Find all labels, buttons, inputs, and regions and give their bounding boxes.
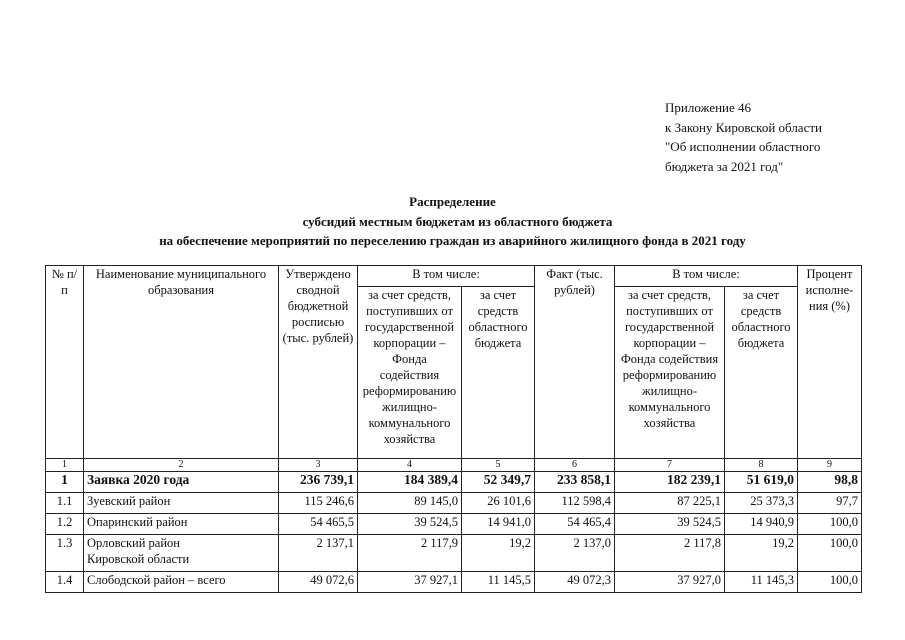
header-row	[46, 266, 862, 287]
row-name: Зуевский район	[84, 493, 279, 514]
row-approved: 2 137,1	[279, 535, 358, 572]
column-number: 1	[46, 459, 84, 472]
row-num: 1.3	[46, 535, 84, 572]
row-percent: 100,0	[798, 572, 862, 593]
table-row	[46, 535, 862, 572]
subsidy-table	[45, 265, 862, 593]
document-title	[0, 192, 905, 251]
row-fund-2: 39 524,5	[615, 514, 725, 535]
row-fund-1: 2 117,9	[358, 535, 462, 572]
header-including-2: В том числе:	[615, 266, 798, 287]
row-regional-2: 25 373,3	[725, 493, 798, 514]
row-fund-2: 37 927,0	[615, 572, 725, 593]
row-regional-2: 11 145,3	[725, 572, 798, 593]
header-fact: Факт (тыс. рублей)	[535, 266, 615, 459]
row-approved: 54 465,5	[279, 514, 358, 535]
table-row	[46, 472, 862, 493]
row-name: Слободской район – всего	[84, 572, 279, 593]
row-fact: 2 137,0	[535, 535, 615, 572]
row-regional-1: 11 145,5	[462, 572, 535, 593]
appendix-line: бюджета за 2021 год"	[665, 158, 784, 174]
appendix-line: Приложение 46	[665, 100, 752, 115]
row-percent: 100,0	[798, 514, 862, 535]
row-name: Опаринский район	[84, 514, 279, 535]
row-regional-2: 19,2	[725, 535, 798, 572]
row-approved: 236 739,1	[279, 472, 358, 493]
row-fund-2: 182 239,1	[615, 472, 725, 493]
table-row	[46, 493, 862, 514]
row-num: 1.4	[46, 572, 84, 593]
appendix-line: к Закону Кировской области	[665, 119, 822, 135]
header-including-1: В том числе:	[358, 266, 535, 287]
row-regional-2: 14 940,9	[725, 514, 798, 535]
row-name: Заявка 2020 года	[84, 472, 279, 493]
header-regional-2: за счет средств областного бюджета	[725, 287, 798, 459]
row-fact: 54 465,4	[535, 514, 615, 535]
row-fund-1: 37 927,1	[358, 572, 462, 593]
header-percent: Процент исполне-ния (%)	[798, 266, 862, 459]
row-regional-1: 52 349,7	[462, 472, 535, 493]
title-line: Распределение	[409, 194, 496, 209]
row-approved: 115 246,6	[279, 493, 358, 514]
row-approved: 49 072,6	[279, 572, 358, 593]
row-num: 1.2	[46, 514, 84, 535]
column-number: 9	[798, 459, 862, 472]
row-fact: 49 072,3	[535, 572, 615, 593]
column-number: 7	[615, 459, 725, 472]
header-approved: Утверждено сводной бюджетной росписью (тыс. рублей)	[279, 266, 358, 459]
row-percent: 97,7	[798, 493, 862, 514]
column-number-row	[46, 459, 862, 472]
row-regional-1: 14 941,0	[462, 514, 535, 535]
table-row	[46, 514, 862, 535]
appendix-line: "Об исполнении областного	[665, 139, 821, 154]
title-line: субсидий местным бюджетам из областного бюджета	[302, 213, 613, 229]
row-percent: 100,0	[798, 535, 862, 572]
column-number: 5	[462, 459, 535, 472]
row-fund-1: 39 524,5	[358, 514, 462, 535]
row-regional-1: 26 101,6	[462, 493, 535, 514]
row-name: Орловский район Кировской области	[84, 535, 279, 572]
row-fund-2: 2 117,8	[615, 535, 725, 572]
row-regional-2: 51 619,0	[725, 472, 798, 493]
column-number: 8	[725, 459, 798, 472]
row-fact: 112 598,4	[535, 493, 615, 514]
row-percent: 98,8	[798, 472, 862, 493]
row-fund-1: 184 389,4	[358, 472, 462, 493]
row-fund-1: 89 145,0	[358, 493, 462, 514]
column-number: 2	[84, 459, 279, 472]
title-line: на обеспечение мероприятий по переселению граждан из аварийного жилищного фонда в 2021 году	[159, 233, 746, 248]
header-fund-2: за счет средств, поступивших от государственной корпорации – Фонда содействия реформированию жилищно-коммунального хозяйства	[615, 287, 725, 459]
column-number: 6	[535, 459, 615, 472]
column-number: 4	[358, 459, 462, 472]
header-regional-1: за счет средств областного бюджета	[462, 287, 535, 459]
appendix-note	[665, 98, 822, 176]
header-fund-1: за счет средств, поступивших от государственной корпорации – Фонда содействия реформированию жилищно-коммунального хозяйства	[358, 287, 462, 459]
table-row	[46, 572, 862, 593]
row-fact: 233 858,1	[535, 472, 615, 493]
row-num: 1	[46, 472, 84, 493]
row-fund-2: 87 225,1	[615, 493, 725, 514]
row-num: 1.1	[46, 493, 84, 514]
header-num: № п/п	[46, 266, 84, 459]
row-regional-1: 19,2	[462, 535, 535, 572]
column-number: 3	[279, 459, 358, 472]
header-name: Наименование муниципального образования	[84, 266, 279, 459]
